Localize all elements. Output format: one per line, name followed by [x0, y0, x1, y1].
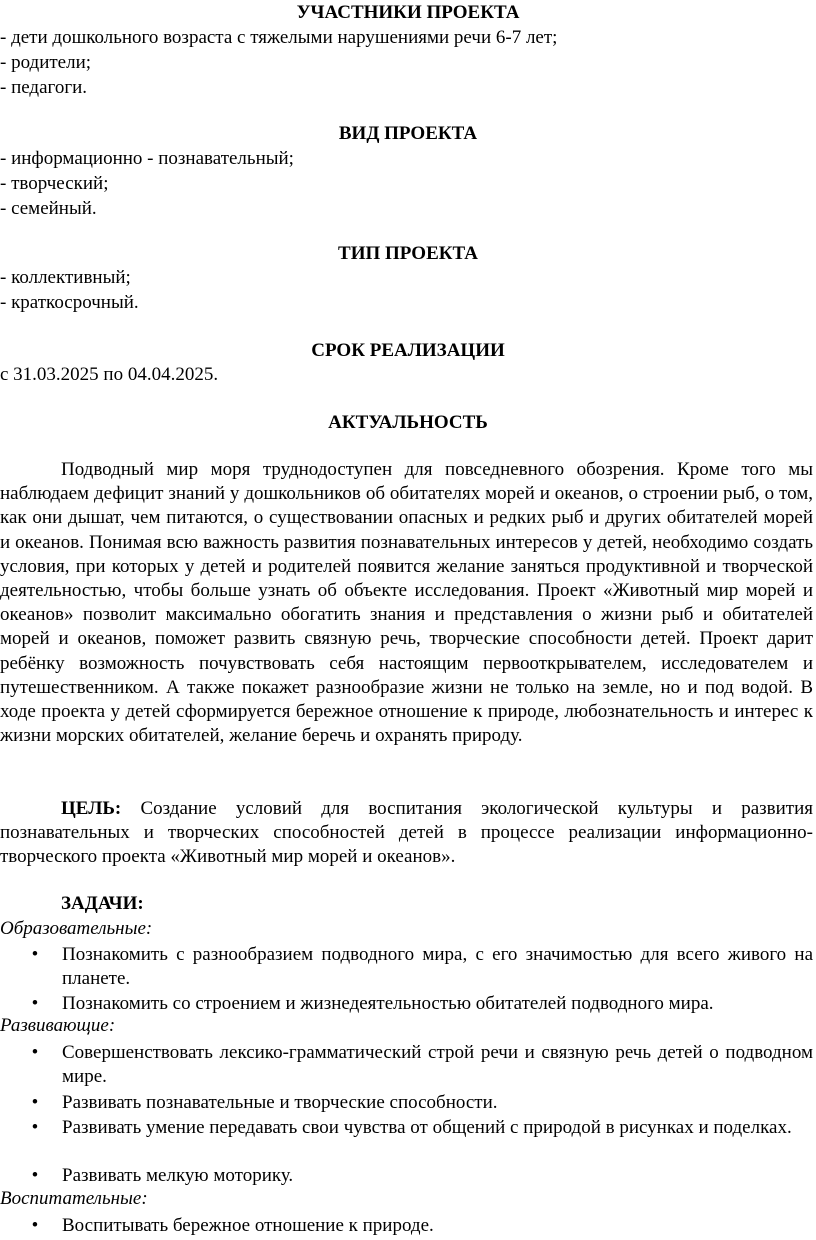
- relevance-heading: АКТУАЛЬНОСТЬ: [328, 412, 488, 433]
- task-item: Развивать познавательные и творческие способности.: [62, 1092, 498, 1113]
- project-type-item: - коллективный;: [0, 267, 131, 288]
- task-item: Развивать мелкую моторику.: [62, 1165, 294, 1186]
- tasks-group-label: Образовательные:: [0, 918, 153, 939]
- bullet-icon: •: [31, 1042, 39, 1063]
- bullet-icon: •: [31, 1165, 39, 1186]
- task-item: Совершенствовать лексико-грамматический строй речи и связную речь детей о подводном мире.: [62, 1042, 813, 1087]
- term-value: с 31.03.2025 по 04.04.2025.: [0, 364, 219, 385]
- term-heading: СРОК РЕАЛИЗАЦИИ: [311, 340, 505, 361]
- bullet-icon: •: [31, 1117, 39, 1138]
- project-kind-item: - семейный.: [0, 198, 97, 219]
- bullet-icon: •: [31, 1215, 39, 1236]
- project-type-heading: ТИП ПРОЕКТА: [338, 243, 478, 264]
- tasks-heading: ЗАДАЧИ:: [61, 893, 144, 914]
- bullet-icon: •: [31, 944, 39, 965]
- bullet-icon: •: [31, 1092, 39, 1113]
- tasks-group-label: Развивающие:: [0, 1015, 116, 1036]
- goal-paragraph: [0, 797, 813, 870]
- goal-text: Создание условий для воспитания экологической культуры и развития познавательных и творческих способностей детей в процессе реализации информационно-творческого проекта «Животный мир морей и океанов».: [0, 798, 813, 868]
- participants-heading: УЧАСТНИКИ ПРОЕКТА: [296, 2, 520, 23]
- task-item: Познакомить с разнообразием подводного мира, с его значимостью для всего живого на планете.: [62, 944, 813, 989]
- project-type-item: - краткосрочный.: [0, 292, 139, 313]
- task-item: Познакомить со строением и жизнедеятельностью обитателей подводного мира.: [62, 993, 714, 1014]
- project-kind-item: - творческий;: [0, 173, 109, 194]
- participants-item: - родители;: [0, 52, 92, 73]
- relevance-text: Подводный мир моря труднодоступен для повседневного обозрения. Кроме того мы наблюдаем дефицит знаний у дошкольников об обитателях морей и океанов, о строении рыб, о том, как они дышат, чем питаются, о существовании опасных и редких рыб и других обитателей морей и океанов. Понимая всю важность развития познавательных интересов у детей, необходимо создать условия, при которых у детей и родителей появится желание заняться продуктивной и творческой деятельностью, чтобы больше узнать об объекте исследования. Проект «Животный мир морей и океанов» позволит максимально обогатить знания и представления о жизни рыб и обитателей морей и океанов, поможет развить связную речь, творческие способности детей. Проект дарит ребёнку возможность почувствовать себя настоящим первооткрывателем, исследователем и путешественником. А также покажет разнообразие жизни не только на земле, но и под водой. В ходе проекта у детей сформируется бережное отношение к природе, любознательность и интерес к жизни морских обитателей, желание беречь и охранять природу.: [0, 459, 813, 747]
- project-kind-item: - информационно - познавательный;: [0, 148, 294, 169]
- tasks-group-label: Воспитательные:: [0, 1188, 148, 1209]
- participants-item: - дети дошкольного возраста с тяжелыми нарушениями речи 6-7 лет;: [0, 27, 558, 48]
- task-item: Развивать умение передавать свои чувства от общений с природой в рисунках и поделках.: [62, 1117, 792, 1138]
- task-item: Воспитывать бережное отношение к природе.: [62, 1215, 434, 1236]
- relevance-paragraph: [0, 458, 813, 748]
- bullet-icon: •: [31, 993, 39, 1014]
- goal-label: ЦЕЛЬ:: [61, 798, 122, 819]
- project-kind-heading: ВИД ПРОЕКТА: [338, 123, 478, 144]
- participants-item: - педагоги.: [0, 77, 88, 98]
